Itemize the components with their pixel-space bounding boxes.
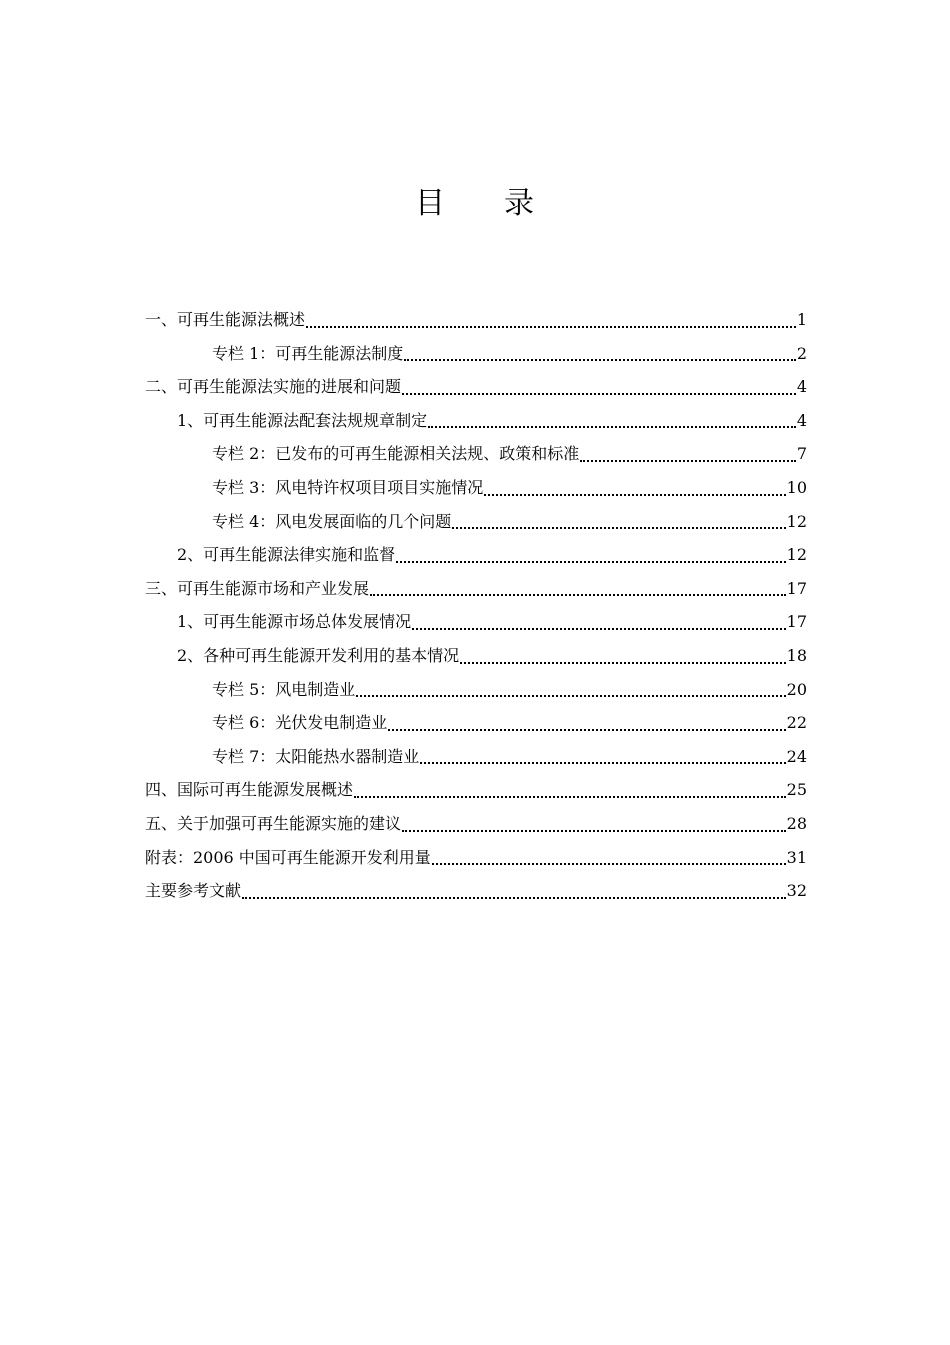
toc-dot-leader xyxy=(580,437,796,471)
toc-entry-page: 18 xyxy=(786,645,807,665)
toc-dot-leader xyxy=(242,874,786,908)
toc-entry-page: 4 xyxy=(796,377,807,397)
toc-dot-leader xyxy=(404,337,796,371)
toc-entry-page: 22 xyxy=(786,713,807,733)
toc-entry[interactable] xyxy=(145,773,807,807)
toc-dot-leader xyxy=(420,740,785,774)
toc-entry-label: 专栏 7：太阳能热水器制造业 xyxy=(212,746,420,766)
toc-entry-label: 五、关于加强可再生能源实施的建议 xyxy=(145,813,402,833)
toc-entry-label: 主要参考文献 xyxy=(145,881,242,901)
toc-dot-leader xyxy=(370,572,786,606)
toc-entry-label: 专栏 2：已发布的可再生能源相关法规、政策和标准 xyxy=(212,444,580,464)
toc-dot-leader xyxy=(460,639,785,673)
toc-dot-leader xyxy=(402,807,786,841)
toc-entry[interactable] xyxy=(145,471,807,505)
toc-dot-leader xyxy=(356,673,785,707)
toc-entry-page: 28 xyxy=(786,813,807,833)
toc-entry[interactable] xyxy=(145,706,807,740)
toc-entry[interactable] xyxy=(145,404,807,438)
toc-entry[interactable] xyxy=(145,370,807,404)
toc-dot-leader xyxy=(402,370,796,404)
toc-entry[interactable] xyxy=(145,303,807,337)
toc-entry-label: 附表：2006 中国可再生能源开发利用量 xyxy=(145,847,431,867)
toc-entry-label: 专栏 3：风电特许权项目项目实施情况 xyxy=(212,477,484,497)
toc-entry-page: 20 xyxy=(786,679,807,699)
toc-entry[interactable] xyxy=(145,673,807,707)
toc-dot-leader xyxy=(412,605,785,639)
toc-dot-leader xyxy=(452,505,785,539)
toc-entry-label: 专栏 1：可再生能源法制度 xyxy=(212,343,404,363)
page-title xyxy=(0,178,950,222)
toc-entry[interactable] xyxy=(145,437,807,471)
toc-entry-page: 12 xyxy=(786,511,807,531)
toc-entry-label: 专栏 6：光伏发电制造业 xyxy=(212,713,388,733)
toc-entry-label: 一、可再生能源法概述 xyxy=(145,310,306,329)
toc-entry[interactable] xyxy=(145,740,807,774)
toc-entry[interactable] xyxy=(145,807,807,841)
table-of-contents xyxy=(145,303,807,908)
toc-entry-page: 1 xyxy=(796,310,807,329)
toc-dot-leader xyxy=(432,841,786,875)
toc-entry-page: 31 xyxy=(786,847,807,867)
toc-entry-page: 7 xyxy=(796,444,807,464)
toc-entry-page: 25 xyxy=(786,780,807,800)
toc-entry-page: 17 xyxy=(786,612,807,632)
toc-dot-leader xyxy=(354,773,786,807)
toc-entry-label: 专栏 4：风电发展面临的几个问题 xyxy=(212,511,452,531)
toc-entry[interactable] xyxy=(145,505,807,539)
toc-entry[interactable] xyxy=(145,639,807,673)
toc-entry-label: 1、可再生能源市场总体发展情况 xyxy=(177,612,412,632)
toc-entry-page: 17 xyxy=(786,578,807,598)
title-char-2: 录 xyxy=(504,186,535,221)
toc-entry-page: 32 xyxy=(786,881,807,901)
toc-entry-page: 2 xyxy=(796,343,807,363)
toc-entry[interactable] xyxy=(145,572,807,606)
toc-entry[interactable] xyxy=(145,874,807,908)
toc-entry-label: 1、可再生能源法配套法规规章制定 xyxy=(177,410,428,430)
toc-entry-page: 12 xyxy=(786,545,807,565)
toc-entry-page: 10 xyxy=(786,477,807,497)
toc-entry-label: 二、可再生能源法实施的进展和问题 xyxy=(145,377,402,397)
toc-entry-page: 4 xyxy=(796,410,807,430)
toc-dot-leader xyxy=(428,404,796,438)
toc-dot-leader xyxy=(484,471,785,505)
toc-entry-label: 2、各种可再生能源开发利用的基本情况 xyxy=(177,645,460,665)
toc-entry-label: 四、国际可再生能源发展概述 xyxy=(145,780,354,800)
toc-entry-label: 专栏 5：风电制造业 xyxy=(212,679,356,699)
title-char-1: 目 xyxy=(415,186,446,221)
toc-entry[interactable] xyxy=(145,538,807,572)
toc-dot-leader xyxy=(388,706,785,740)
toc-entry[interactable] xyxy=(145,605,807,639)
toc-entry[interactable] xyxy=(145,841,807,875)
toc-dot-leader xyxy=(396,538,785,572)
toc-dot-leader xyxy=(306,303,796,337)
toc-entry-label: 三、可再生能源市场和产业发展 xyxy=(145,578,370,598)
toc-entry-label: 2、可再生能源法律实施和监督 xyxy=(177,545,396,565)
toc-entry-page: 24 xyxy=(786,746,807,766)
toc-entry[interactable] xyxy=(145,337,807,371)
